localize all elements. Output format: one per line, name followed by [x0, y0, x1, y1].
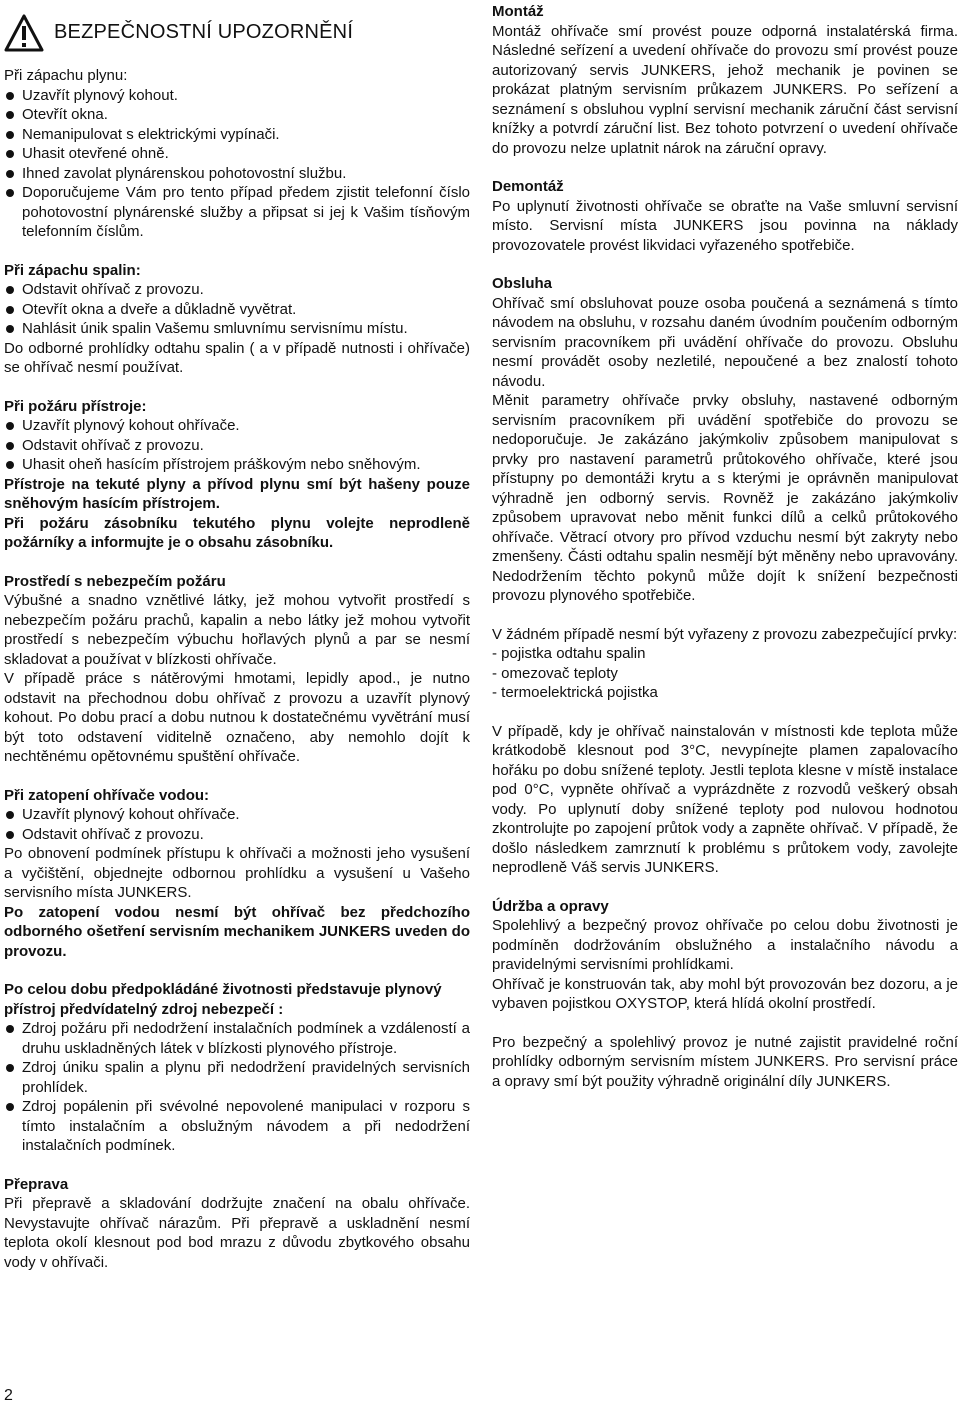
- list-item: Doporučujeme Vám pro tento případ předem zjistit telefonní číslo pohotovostní plynárenské služby a připsat si jej k Vašim tísňovým telefonním číslům.: [4, 183, 470, 242]
- bullet-icon: [6, 306, 14, 314]
- bullet-icon: [6, 150, 14, 158]
- bullet-icon: [6, 92, 14, 100]
- bullet-icon: [6, 1064, 14, 1072]
- paragraph: Výbušné a snadno vznětlivé látky, jež mohou vytvořit prostředí s nebezpečím požáru prachů, kapalin a nebo látky jež mohou vytvořit prostředí s nebezpečím výbuchu hořlavých plynů a par se nesmí skladovat a používat v blízkosti ohřívače.: [4, 592, 470, 668]
- bullet-icon: [6, 111, 14, 119]
- flue-smell-section: [4, 261, 470, 378]
- install-section: [492, 2, 958, 158]
- risks-list: [4, 1019, 470, 1156]
- paragraph: Montáž ohřívače smí provést pouze odporná instalatérská firma. Následné seřízení a uvedení ohřívače do provozu smí provést pouze autorizovaný servis JUNKERS, jehož mechanik je povinen se prokázat platným servisním průkazem JUNKERS. Po seřízení a seznámení s obsluhou vyplní servisní mechanik záruční část servisní knížky a potvrdí záruční list. Bez tohoto potvrzení o uvedení ohřívače do provozu nelze uplatnit nárok na záruční opravy.: [492, 22, 958, 157]
- bullet-icon: [6, 189, 14, 197]
- list-item: Zdroj požáru při nedodržení instalačních podmínek a vzdáleností a druhu uskladněných látek v blízkosti plynového přístroje.: [4, 1019, 470, 1058]
- flood-section: [4, 786, 470, 962]
- list-item: Nahlásit únik spalin Vašemu smluvnímu servisnímu místu.: [4, 319, 470, 339]
- list-item: Otevřít okna a dveře a důkladně vyvětrat.: [4, 300, 470, 320]
- bullet-icon: [6, 131, 14, 139]
- list-item: Nemanipulovat s elektrickými vypínači.: [4, 125, 470, 145]
- bullet-icon: [6, 831, 14, 839]
- list-item: Odstavit ohřívač z provozu.: [4, 280, 470, 300]
- maintenance-section: [492, 897, 958, 1092]
- bullet-icon: [6, 286, 14, 294]
- list-item: Odstavit ohřívač z provozu.: [4, 825, 470, 845]
- warning-triangle-icon: [4, 14, 44, 52]
- list-item: Ihned zavolat plynárenskou pohotovostní službu.: [4, 164, 470, 184]
- flue-smell-list: [4, 280, 470, 339]
- bullet-icon: [6, 422, 14, 430]
- list-item: - omezovač teploty: [492, 664, 618, 682]
- list-item: Zdroj úniku spalin a plynu při nedodržení pravidelných servisních prohlídek.: [4, 1058, 470, 1097]
- section-heading: Obsluha: [492, 275, 553, 292]
- section-heading: Přeprava: [4, 1175, 69, 1193]
- bold-paragraph: Po zatopení vodou nesmí být ohřívač bez předchozího odborného ošetření servisním mechanikem JUNKERS uveden do provozu.: [4, 903, 470, 960]
- gas-smell-section: [4, 66, 470, 242]
- section-heading: Demontáž: [492, 178, 564, 195]
- list-item: Uhasit otevřené ohně.: [4, 144, 470, 164]
- risks-section: [4, 980, 470, 1156]
- page-number: 2: [4, 1387, 13, 1404]
- list-item: Uzavřít plynový kohout ohřívače.: [4, 805, 470, 825]
- section-heading: Prostředí s nebezpečím požáru: [4, 572, 226, 590]
- bullet-icon: [6, 811, 14, 819]
- list-item: Uzavřít plynový kohout.: [4, 86, 470, 106]
- paragraph: V žádném případě nesmí být vyřazeny z provozu zabezpečující prvky:: [492, 625, 958, 643]
- paragraph: Měnit parametry ohřívače prvky obsluhy, nastavené odborným servisním pracovníkem při uvádění spotřebiče do provozu se nedoporučuje. Je zakázáno jakýmkoliv způsobem manipulovat s prvky pro nastavení parametrů průtokového ohřívače, které jsou přístupny po demontáži krytu a s kterými je oprávněn manipulovat výhradně jen odborný servis. Rovněž je zakázáno jakýmkoliv způsobem upravovat nebo měnit funkci dílů a celků průtokového ohřívače. Větrací otvory pro přívod vzduchu nesmí být zakryty nebo zmenšeny. Části odtahu spalin nesmějí být měněny nebo upravovány. Nedodržením těchto pokynů může dojít k snížení bezpečnosti provozu plynového spotřebiče.: [492, 392, 958, 604]
- bullet-icon: [6, 1025, 14, 1033]
- section-heading: Při zápachu spalin:: [4, 261, 141, 279]
- safety-elements-list: [492, 644, 958, 703]
- fire-section: [4, 397, 470, 553]
- paragraph: Při přepravě a skladování dodržujte značení na obalu ohřívače. Nevystavujte ohřívač nárazům. Při přepravě a uskladnění nesmí teplota okolí klesnout pod bod mrazu z důvodu zbytkového obsahu vody v ohřívači.: [4, 1195, 470, 1271]
- fire-list: [4, 416, 470, 475]
- paragraph: Po uplynutí životnosti ohřívače se obraťte na Vaše smluvní servisní místo. Servisní místa JUNKERS jsou povinna na náklady provozovatele provést likvidaci vyřazeného spotřebiče.: [492, 197, 958, 254]
- list-item: - termoelektrická pojistka: [492, 684, 658, 701]
- bullet-icon: [6, 461, 14, 469]
- section-heading: Údržba a opravy: [492, 897, 609, 915]
- gas-smell-list: [4, 86, 470, 242]
- list-item: Uhasit oheň hasícím přístrojem práškovým nebo sněhovým.: [4, 455, 470, 475]
- paragraph: Do odborné prohlídky odtahu spalin ( a v případě nutnosti i ohřívače) se ohřívač nesmí používat.: [4, 339, 470, 376]
- list-item: Uzavřít plynový kohout ohřívače.: [4, 416, 470, 436]
- paragraph: Ohřívač je konstruován tak, aby mohl být provozován bez dozoru, a je vybaven pojistkou OXYSTOP, která hlídá okolní prostředí.: [492, 975, 958, 1012]
- list-item: - pojistka odtahu spalin: [492, 645, 646, 662]
- list-item: Odstavit ohřívač z provozu.: [4, 436, 470, 456]
- bullet-icon: [6, 170, 14, 178]
- left-column: [4, 0, 470, 1272]
- removal-section: [492, 177, 958, 255]
- list-item: Zdroj popálenin při svévolné nepovolené manipulaci v rozporu s tímto instalačním a obslužným návodem a při nedodržení instalačních podmínek.: [4, 1097, 470, 1156]
- operation-section: [492, 274, 958, 878]
- paragraph: Spolehlivý a bezpečný provoz ohřívače po celou dobu životnosti je podmíněn dodržováním obslužného a instalačního návodu a pravidelnými servisními prohlídkami.: [492, 917, 958, 973]
- bullet-icon: [6, 325, 14, 333]
- flood-list: [4, 805, 470, 844]
- page-title: BEZPEČNOSTNÍ UPOZORNĚNÍ: [54, 21, 354, 44]
- transport-section: [4, 1175, 470, 1273]
- paragraph: V případě, kdy je ohřívač nainstalován v místnosti kde teplota může krátkodobě klesnout pod 3°C, nevypínejte plamen zapalovacího hořáku po dobu snížené teploty. Jestli teplota klesne v místě instalace pod 0°C, vypněte ohřívač a vyprázdněte z rozvodů veškerý obsah vody. Po uplynutí doby snížené teploty pod nulovou hodnotou zkontrolujte po zapojení průtok vody a zapněte ohřívač. V případě, že došlo následkem zamrznutí k problému s průtokem vody, zavolejte neprodleně Váš servis JUNKERS.: [492, 722, 958, 876]
- page-header: [4, 4, 470, 62]
- section-heading: Při zápachu plynu:: [4, 67, 128, 84]
- fire-environment-section: [4, 572, 470, 767]
- section-heading: Po celou dobu předpokládáné životnosti představuje plynový přístroj předvídatelný zdroj nebezpečí :: [4, 981, 442, 1018]
- bold-paragraph: Při požáru zásobníku tekutého plynu volejte neprodleně požárníky a informujte je o obsahu zásobníku.: [4, 514, 470, 551]
- bullet-icon: [6, 1103, 14, 1111]
- section-heading: Při zatopení ohřívače vodou:: [4, 786, 210, 804]
- paragraph: Ohřívač smí obsluhovat pouze osoba poučená a seznámená s tímto návodem na obsluhu, v rozsahu daném úvodním poučením odborným servisním pracovníkem při uvádění ohřívače do provozu. Obsluhu nesmí provádět osoby nezletilé, nepoučené a bez znalostí tohoto návodu.: [492, 294, 958, 390]
- section-heading: Při požáru přístroje:: [4, 397, 147, 415]
- section-heading: Montáž: [492, 3, 544, 20]
- paragraph: V případě práce s nátěrovými hmotami, lepidly apod., je nutno odstavit na přechodnou dobu ohřívač z provozu a uzavřít plynový kohout. Po dobu prací a dobu nutnou k dostatečnému vyvětrání musí být toto odstavení viditelně označeno, aby nemohlo dojít k nechtěnému opětovnému spuštění ohřívače.: [4, 670, 470, 765]
- bold-paragraph: Přístroje na tekuté plyny a přívod plynu smí být hašeny pouze sněhovým hasícím přístrojem.: [4, 475, 470, 512]
- paragraph: Pro bezpečný a spolehlivý provoz je nutné zajistit pravidelné roční prohlídky odborným servisním místem JUNKERS. Pro servisní práce a opravy smí být použity výhradně originální díly JUNKERS.: [492, 1033, 958, 1090]
- list-item: Otevřít okna.: [4, 105, 470, 125]
- bullet-icon: [6, 442, 14, 450]
- right-column: [492, 2, 958, 1091]
- paragraph: Po obnovení podmínek přístupu k ohřívači a možnosti jeho vysušení a vyčištění, objednejte odbornou prohlídku a vysušení u Vašeho servisního místa JUNKERS.: [4, 845, 470, 901]
